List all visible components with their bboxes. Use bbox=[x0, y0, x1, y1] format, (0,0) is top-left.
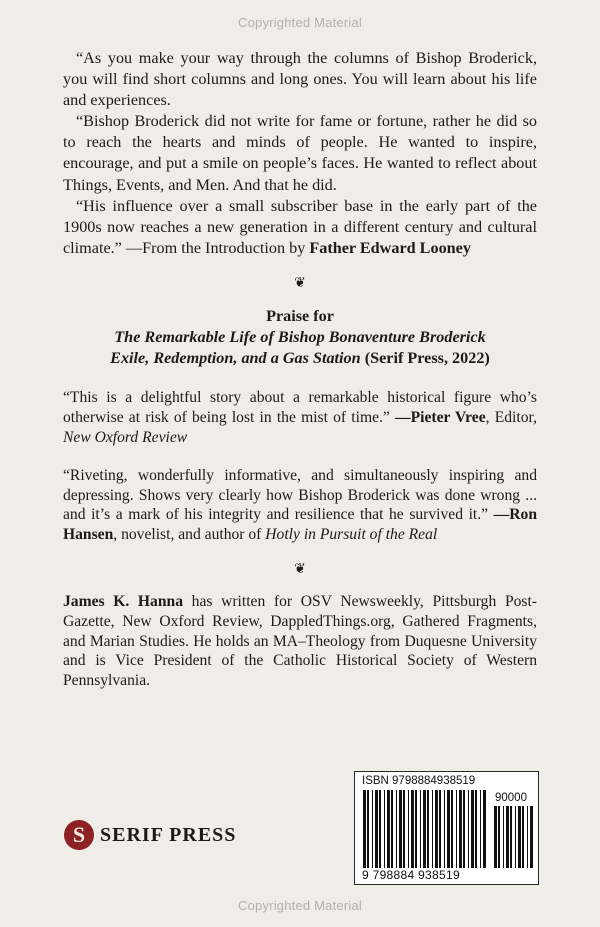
review-2-author: —Ron Hansen bbox=[63, 506, 537, 544]
review-1-text: “This is a delightful story about a remarkable historical figure who’s otherwise at risk of being lost in the mist of time.” bbox=[63, 389, 537, 427]
intro-author: Father Edward Looney bbox=[309, 238, 471, 257]
author-bio-text: has written for OSV Newsweekly, Pittsburgh Post-Gazette, New Oxford Review, DappledThings.org, Gathered Fragments, and Marian Studies. He holds an MA–Theology from Duquesne University and is Vice President of the Catholic Historical Society of Western Pennsylvania. bbox=[63, 592, 538, 690]
ornament-divider-2: ❦ bbox=[294, 561, 306, 577]
copyright-watermark-top: Copyrighted Material bbox=[238, 15, 362, 30]
price-code: 90000 bbox=[495, 792, 527, 804]
review-2 bbox=[63, 466, 537, 545]
intro-paragraph-2: “Bishop Broderick did not write for fame or fortune, rather he did so to reach the hearts and minds of people. He wanted to inspire, encourage, and put a smile on people’s faces. He wanted to reflect about Things, Events, and Men. And that he did. bbox=[63, 112, 537, 194]
publisher-name: SERIF PRESS bbox=[100, 823, 237, 846]
ornament-divider-1: ❦ bbox=[294, 275, 306, 291]
isbn-label: ISBN 9798884938519 bbox=[362, 775, 476, 787]
intro-paragraph-3-text: “His influence over a small subscriber base in the early part of the 1900s now reaches a new generation in a different century and cultural climate.” —From the Introduction by bbox=[63, 196, 537, 257]
review-1-role: , Editor, bbox=[485, 409, 537, 427]
publisher-logo-mark: S bbox=[64, 820, 94, 850]
intro-paragraph-3 bbox=[63, 196, 537, 259]
review-2-role: , novelist, and author of bbox=[113, 526, 266, 544]
book-title-line-1: The Remarkable Life of Bishop Bonaventure Broderick bbox=[114, 328, 486, 347]
praise-heading-block bbox=[63, 306, 537, 369]
book-publisher-note: (Serif Press, 2022) bbox=[360, 349, 490, 368]
book-title-line-2: Exile, Redemption, and a Gas Station bbox=[110, 349, 361, 368]
copyright-watermark-bottom: Copyrighted Material bbox=[238, 898, 362, 913]
author-name: James K. Hanna bbox=[63, 592, 183, 610]
review-1-outlet: New Oxford Review bbox=[63, 428, 188, 446]
intro-paragraph-1: “As you make your way through the columns of Bishop Broderick, you will find short columns and long ones. You will learn about his life and experiences. bbox=[63, 49, 537, 110]
publisher-logo bbox=[64, 818, 236, 852]
review-2-outlet: Hotly in Pursuit of the Real bbox=[265, 526, 438, 544]
barcode-digits: 9 798884 938519 bbox=[362, 868, 460, 882]
isbn-barcode bbox=[354, 771, 539, 885]
author-bio bbox=[63, 592, 537, 691]
praise-heading: Praise for bbox=[266, 307, 334, 326]
review-1 bbox=[63, 388, 537, 447]
back-cover-text bbox=[63, 48, 537, 691]
review-1-author: —Pieter Vree bbox=[395, 409, 486, 427]
review-2-text: “Riveting, wonderfully informative, and simultaneously inspiring and depressing. Shows very clearly how Bishop Broderick was done wrong ... and it’s a mark of his integrity and resilience that he survived it.” bbox=[63, 466, 537, 524]
